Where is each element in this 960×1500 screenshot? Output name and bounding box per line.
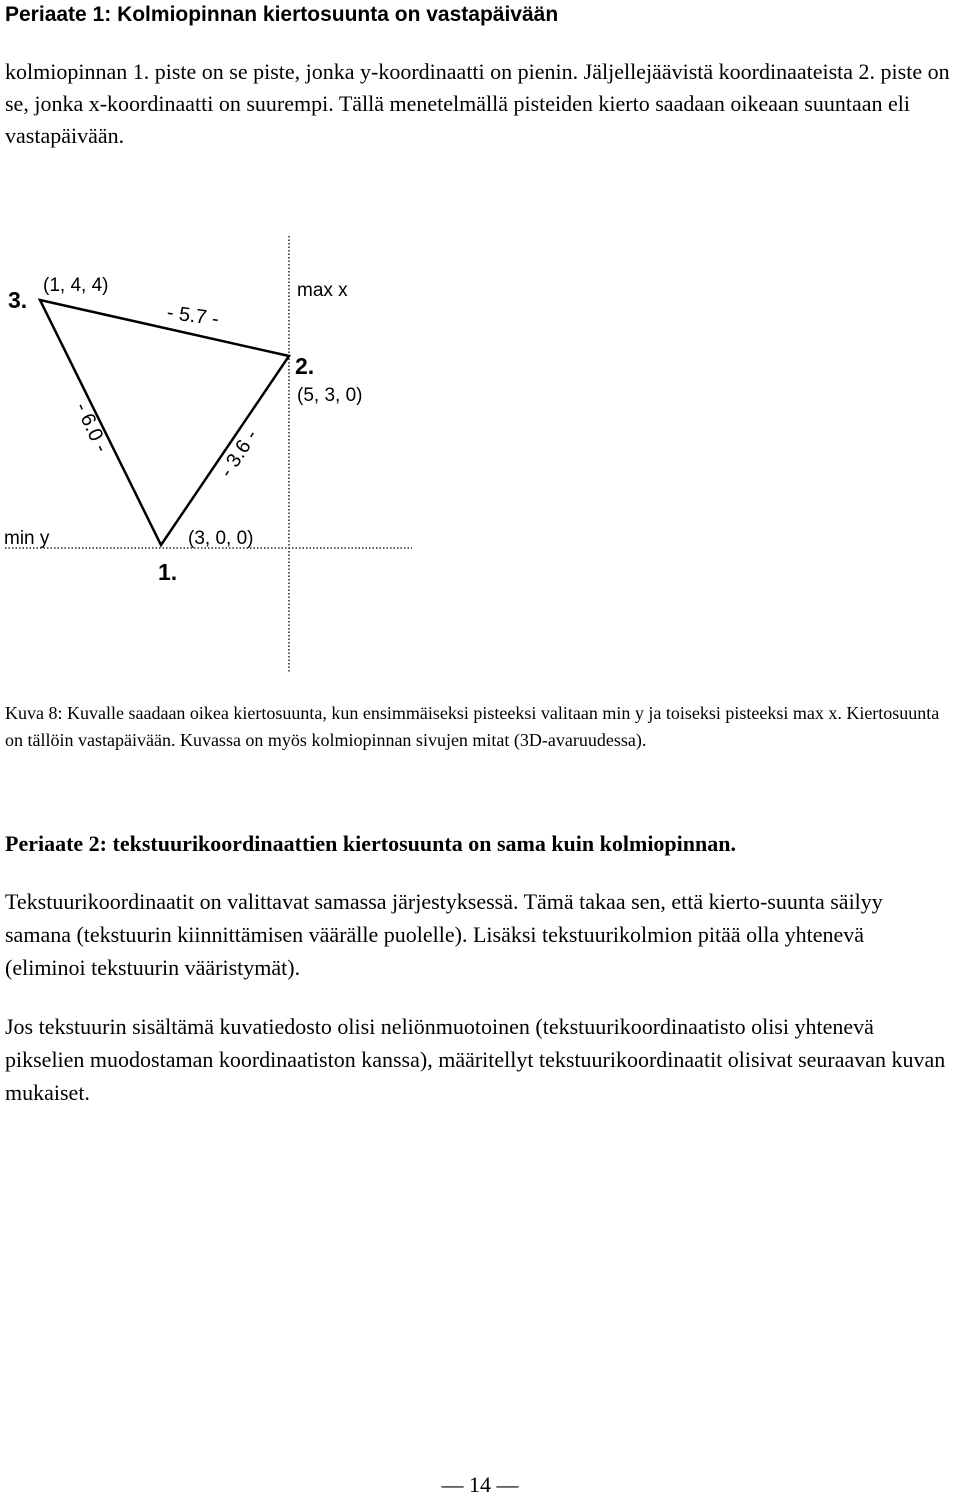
vertex-3-number: 3. bbox=[8, 287, 28, 313]
edge-length-right: - 3.6 - bbox=[215, 425, 263, 482]
paragraph-3: Jos tekstuurin sisältämä kuvatiedosto olisi neliönmuotoinen (tekstuurikoordinaatisto olisi yhtenevä pikselien muodostaman koordinaatiston kanssa), määritellyt tekstuurikoordinaatit olisivat seuraavan kuvan mukaiset. bbox=[5, 1014, 946, 1105]
paragraph-1: kolmiopinnan 1. piste on se piste, jonka y-koordinaatti on pienin. Jäljellejäävistä koordinaateista 2. piste on se, jonka x-koordinaatti on suurempi. Tällä menetelmällä pisteiden kierto saadaan oikeaan suuntaan eli vastapäivään. bbox=[5, 59, 950, 148]
vertex-2-coordinates: (5, 3, 0) bbox=[297, 385, 363, 406]
vertex-3-coordinates: (1, 4, 4) bbox=[43, 275, 109, 296]
min-y-label: min y bbox=[4, 528, 50, 549]
vertex-2-number: 2. bbox=[295, 353, 315, 379]
vertex-1-coordinates: (3, 0, 0) bbox=[188, 528, 254, 549]
edge-length-top: - 5.7 - bbox=[165, 301, 221, 331]
max-x-label: max x bbox=[297, 280, 348, 301]
section-heading-1: Periaate 1: Kolmiopinnan kiertosuunta on vastapäivään bbox=[5, 3, 559, 26]
vertex-1-number: 1. bbox=[158, 559, 178, 585]
figure-caption: Kuva 8: Kuvalle saadaan oikea kiertosuunta, kun ensimmäiseksi pisteeksi valitaan min y ja toiseksi pisteeksi max x. Kiertosuunta on tällöin vastapäivään. Kuvassa on myös kolmiopinnan sivujen mitat (3D-avaruudessa). bbox=[5, 703, 940, 750]
section-heading-2: Periaate 2: tekstuurikoordinaattien kiertosuunta on sama kuin kolmiopinnan. bbox=[5, 831, 736, 856]
page-number: — 14 — bbox=[441, 1472, 519, 1497]
edge-length-left: - 6.0 - bbox=[70, 399, 113, 456]
paragraph-2: Tekstuurikoordinaatit on valittavat samassa järjestyksessä. Tämä takaa sen, että kierto-suunta säilyy samana (tekstuurin kiinnittämisen väärälle puolelle). Lisäksi tekstuurikolmion pitää olla yhtenevä (eliminoi tekstuurin vääristymät). bbox=[5, 889, 883, 980]
triangle-figure bbox=[0, 228, 960, 678]
